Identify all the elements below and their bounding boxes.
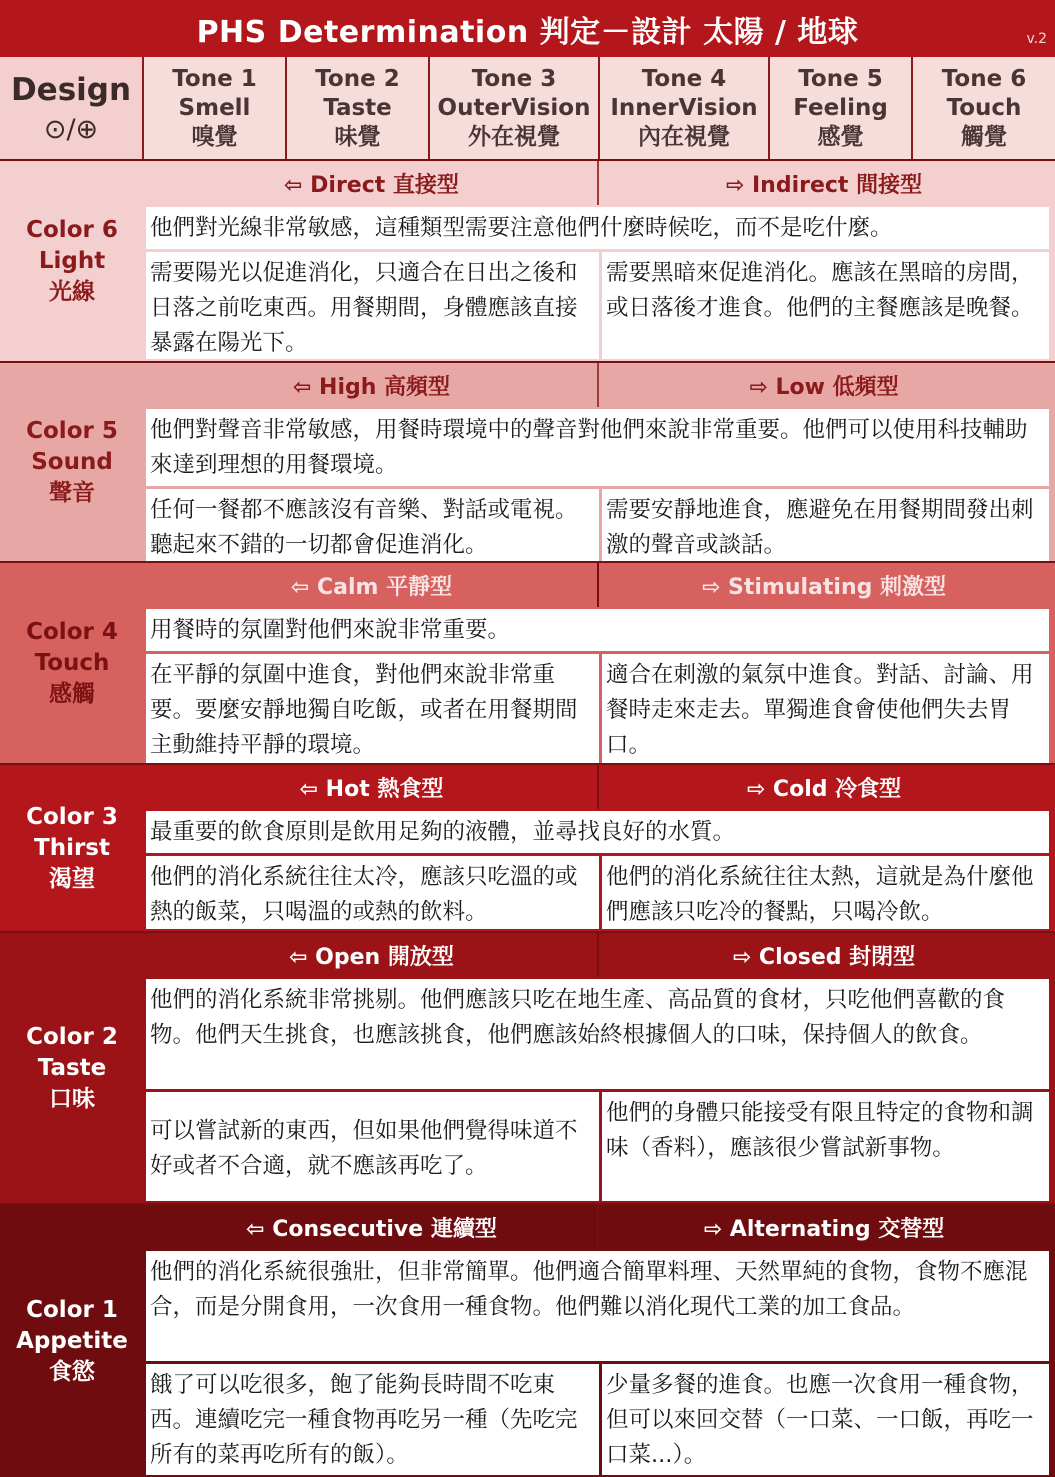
tone-6-header (913, 57, 1055, 159)
color-3-label (0, 765, 144, 931)
tone-number: Tone 1 (172, 65, 257, 92)
color-number: Color 2 (26, 1023, 118, 1050)
tone-chinese: 嗅覺 (191, 123, 238, 150)
subhead-alternating: ⇨ Alternating 交替型 (599, 1205, 1049, 1249)
color-2-details (146, 1092, 1049, 1201)
tone-name: Smell (178, 94, 251, 121)
color-1-summary: 他們的消化系統很強壯，但非常簡單。他們適合簡單料理、天然單純的食物，食物不應混合，而是分開食用，一次食用一種食物。他們難以消化現代工業的加工食品。 (146, 1251, 1049, 1361)
color-1-label (0, 1205, 144, 1477)
design-header (0, 57, 144, 159)
subhead-low: ⇨ Low 低頻型 (599, 363, 1049, 407)
subhead-closed: ⇨ Closed 封閉型 (599, 933, 1049, 977)
cold-description: 他們的消化系統往往太熱，這就是為什麼他們應該只吃冷的餐點，只喝冷飲。 (602, 856, 1049, 929)
color-number: Color 5 (26, 417, 118, 444)
tone-name: Touch (946, 94, 1022, 121)
open-description: 可以嘗試新的東西，但如果他們覺得味道不好或者不合適，就不應該再吃了。 (146, 1092, 599, 1201)
closed-description: 他們的身體只能接受有限且特定的食物和調味（香料），應該很少嘗試新事物。 (602, 1092, 1049, 1201)
tone-header-row (0, 57, 1055, 159)
color-1-content (146, 1205, 1049, 1477)
color-3-subheads (146, 765, 1049, 809)
color-5-subheads (146, 363, 1049, 407)
title-bar (0, 0, 1055, 57)
color-name: Sound (31, 448, 113, 475)
color-1-details (146, 1364, 1049, 1475)
color-3-details (146, 856, 1049, 929)
color-name: Appetite (16, 1327, 128, 1354)
color-number: Color 4 (26, 618, 118, 645)
tone-number: Tone 2 (315, 65, 400, 92)
tone-name: Taste (323, 94, 392, 121)
color-2-subheads (146, 933, 1049, 977)
tone-name: OuterVision (437, 94, 591, 121)
tone-number: Tone 4 (641, 65, 727, 92)
subhead-high: ⇦ High 高頻型 (146, 363, 599, 407)
direct-description: 需要陽光以促進消化，只適合在日出之後和日落之前吃東西。用餐期間，身體應該直接暴露在陽光下。 (146, 252, 599, 359)
color-chinese: 光線 (49, 278, 95, 305)
subhead-consecutive: ⇦ Consecutive 連續型 (146, 1205, 599, 1249)
color-5-summary: 他們對聲音非常敏感，用餐時環境中的聲音對他們來說非常重要。他們可以使用科技輔助來達到理想的用餐環境。 (146, 409, 1049, 486)
calm-description: 在平靜的氛圍中進食，對他們來說非常重要。要麼安靜地獨自吃飯，或者在用餐期間主動維持平靜的環境。 (146, 654, 599, 763)
low-description: 需要安靜地進食，應避免在用餐期間發出刺激的聲音或談話。 (602, 489, 1049, 561)
color-6-content (146, 161, 1049, 361)
subhead-hot: ⇦ Hot 熱食型 (146, 765, 599, 809)
tone-chinese: 感覺 (817, 123, 864, 150)
color-3-content (146, 765, 1049, 931)
tone-4-header (600, 57, 770, 159)
subhead-indirect: ⇨ Indirect 間接型 (599, 161, 1049, 205)
color-4-content (146, 563, 1049, 763)
color-2-label (0, 933, 144, 1203)
stimulating-description: 適合在刺激的氣氛中進食。對話、討論、用餐時走來走去。單獨進食會使他們失去胃口。 (602, 654, 1049, 763)
color-2-content (146, 933, 1049, 1203)
tone-3-header (430, 57, 600, 159)
subhead-open: ⇦ Open 開放型 (146, 933, 599, 977)
color-4-label (0, 563, 144, 763)
color-chinese: 渴望 (49, 865, 95, 892)
tone-name: Feeling (793, 94, 888, 121)
color-3-section (0, 765, 1055, 931)
color-2-section (0, 933, 1055, 1203)
color-6-details (146, 252, 1049, 359)
subhead-stimulating: ⇨ Stimulating 刺激型 (599, 563, 1049, 607)
color-6-label (0, 161, 144, 361)
tone-number: Tone 5 (798, 65, 883, 92)
tone-name: InnerVision (610, 94, 758, 121)
color-number: Color 1 (26, 1296, 118, 1323)
tone-5-header (770, 57, 913, 159)
color-chinese: 聲音 (49, 479, 95, 506)
color-5-content (146, 363, 1049, 561)
color-4-summary: 用餐時的氛圍對他們來說非常重要。 (146, 609, 1049, 651)
color-number: Color 6 (26, 216, 118, 243)
color-chinese: 食慾 (49, 1358, 95, 1385)
high-description: 任何一餐都不應該沒有音樂、對話或電視。聽起來不錯的一切都會促進消化。 (146, 489, 599, 561)
tone-chinese: 味覺 (334, 123, 381, 150)
hot-description: 他們的消化系統往往太冷，應該只吃溫的或熱的飯菜，只喝溫的或熱的飲料。 (146, 856, 599, 929)
subhead-calm: ⇦ Calm 平靜型 (146, 563, 599, 607)
color-6-subheads (146, 161, 1049, 205)
color-2-summary: 他們的消化系統非常挑剔。他們應該只吃在地生產、高品質的食材，只吃他們喜歡的食物。他們天生挑食，也應該挑食，他們應該始終根據個人的口味，保持個人的飲食。 (146, 979, 1049, 1089)
color-5-details (146, 489, 1049, 561)
color-name: Thirst (34, 834, 110, 861)
color-3-summary: 最重要的飲食原則是飲用足夠的液體，並尋找良好的水質。 (146, 811, 1049, 853)
tone-chinese: 觸覺 (961, 123, 1007, 150)
color-5-label (0, 363, 144, 561)
sun-earth-symbols: ⊙/⊕ (43, 113, 99, 145)
color-4-subheads (146, 563, 1049, 607)
color-6-summary: 他們對光線非常敏感，這種類型需要注意他們什麼時候吃，而不是吃什麼。 (146, 207, 1049, 249)
color-1-section (0, 1205, 1055, 1477)
subhead-cold: ⇨ Cold 冷食型 (599, 765, 1049, 809)
version-label: v.2 (1026, 31, 1047, 47)
page-title: PHS Determination 判定－設計 太陽 / 地球 (196, 14, 859, 50)
color-name: Taste (37, 1054, 107, 1081)
tone-number: Tone 3 (471, 65, 557, 92)
color-chinese: 感觸 (49, 680, 95, 707)
alternating-description: 少量多餐的進食。也應一次食用一種食物，但可以來回交替（一口菜、一口飯，再吃一口菜...）。 (602, 1364, 1049, 1475)
color-1-subheads (146, 1205, 1049, 1249)
tone-chinese: 外在視覺 (468, 123, 560, 150)
subhead-direct: ⇦ Direct 直接型 (146, 161, 599, 205)
color-4-details (146, 654, 1049, 763)
color-number: Color 3 (26, 803, 118, 830)
tone-2-header (287, 57, 430, 159)
color-name: Touch (34, 649, 110, 676)
color-name: Light (38, 247, 106, 274)
color-4-section (0, 563, 1055, 763)
consecutive-description: 餓了可以吃很多，飽了能夠長時間不吃東西。連續吃完一種食物再吃另一種（先吃完所有的菜再吃所有的飯）。 (146, 1364, 599, 1475)
color-chinese: 口味 (49, 1085, 95, 1112)
color-6-section (0, 161, 1055, 361)
tone-number: Tone 6 (941, 65, 1027, 92)
tone-1-header (144, 57, 287, 159)
tone-chinese: 內在視覺 (638, 123, 730, 150)
indirect-description: 需要黑暗來促進消化。應該在黑暗的房間，或日落後才進食。他們的主餐應該是晚餐。 (602, 252, 1049, 359)
design-label: Design (10, 71, 132, 108)
color-5-section (0, 363, 1055, 561)
